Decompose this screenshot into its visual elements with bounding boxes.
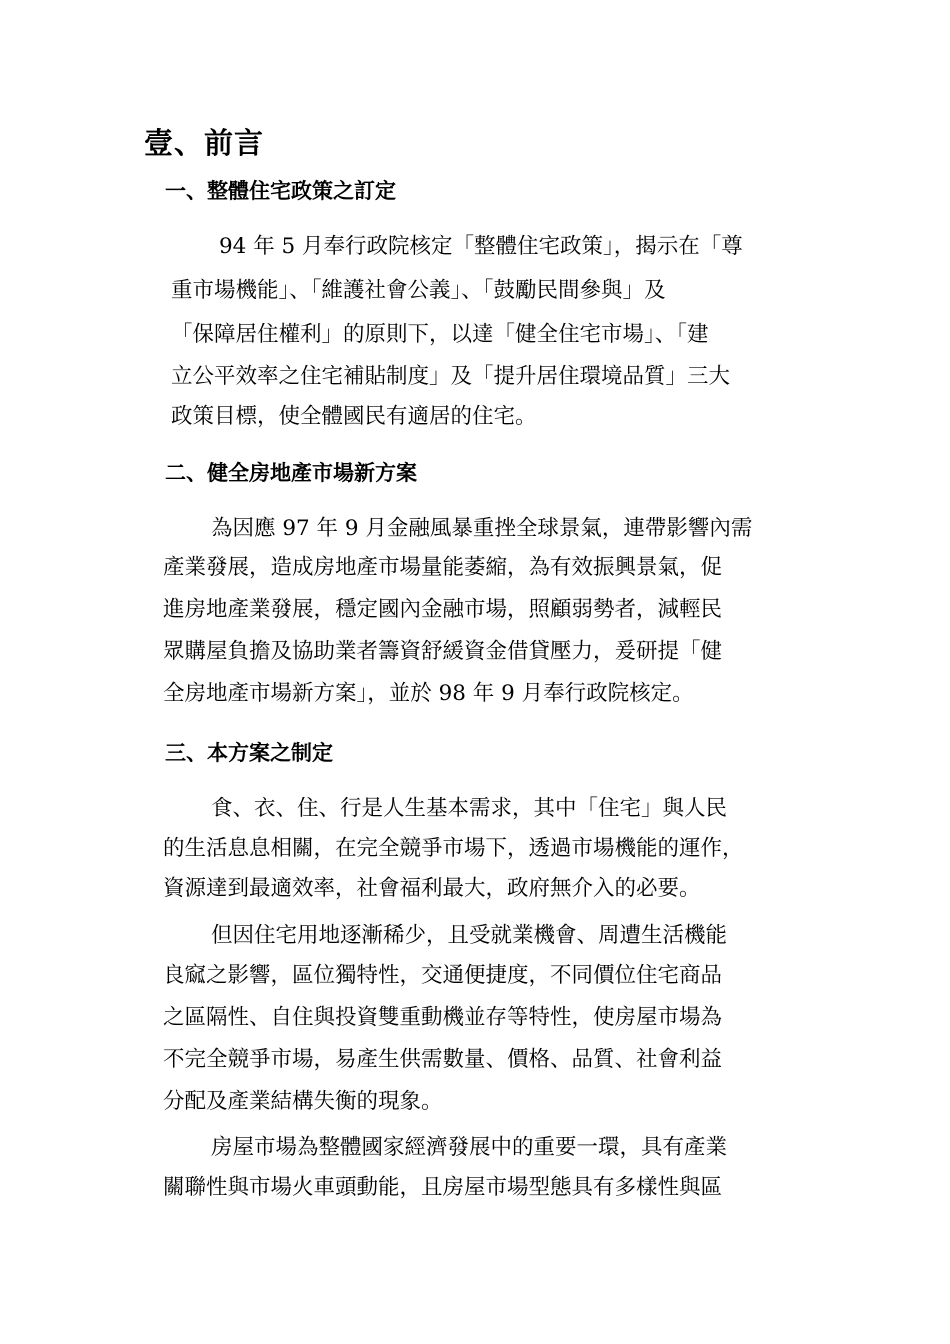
paragraph-line: 的生活息息相關，在完全競爭市場下，透過市場機能的運作， [163,836,744,861]
paragraph-line: 全房地產市場新方案」，並於 98 年 9 月奉行政院核定。 [163,681,694,706]
paragraph-line: 進房地產業發展，穩定國內金融市場，照顧弱勢者，減輕民 [163,597,723,622]
paragraph-line: 94 年 5 月奉行政院核定「整體住宅政策」，揭示在「尊 [219,234,743,259]
paragraph-line: 房屋市場為整體國家經濟發展中的重要一環，具有產業 [211,1135,728,1160]
paragraph-line: 立公平效率之住宅補貼制度」及「提升居住環境品質」三大 [171,364,731,389]
paragraph-line: 關聯性與市場火車頭動能，且房屋市場型態具有多樣性與區 [163,1175,723,1200]
section-heading-1: 一、整體住宅政策之訂定 [165,178,396,203]
chapter-title: 壹、前言 [144,126,265,160]
paragraph-line: 分配及產業結構失衡的現象。 [163,1089,443,1114]
paragraph-line: 食、衣、住、行是人生基本需求，其中「住宅」與人民 [211,796,728,821]
paragraph-line: 為因應 97 年 9 月金融風暴重挫全球景氣，連帶影響內需 [211,516,753,541]
section-heading-3: 三、本方案之制定 [165,740,333,765]
paragraph-line: 眾購屋負擔及協助業者籌資舒緩資金借貸壓力，爰研提「健 [163,639,723,664]
paragraph-line: 資源達到最適效率，社會福利最大，政府無介入的必要。 [163,876,701,901]
paragraph-line: 但因住宅用地逐漸稀少，且受就業機會、周遭生活機能 [211,923,728,948]
section-heading-2: 二、健全房地產市場新方案 [165,460,417,485]
paragraph-line: 之區隔性、自住與投資雙重動機並存等特性，使房屋市場為 [163,1005,723,1030]
paragraph-line: 重市場機能」、「維護社會公義」、「鼓勵民間參與」及 [171,278,666,303]
paragraph-line: 良窳之影響，區位獨特性，交通便捷度，不同價位住宅商品 [163,963,723,988]
paragraph-line: 不完全競爭市場，易產生供需數量、價格、品質、社會利益 [163,1047,723,1072]
paragraph-line: 「保障居住權利」的原則下，以達「健全住宅市場」、「建 [171,322,709,347]
paragraph-line: 政策目標，使全體國民有適居的住宅。 [171,404,537,429]
paragraph-line: 產業發展，造成房地產市場量能萎縮，為有效振興景氣，促 [163,555,723,580]
